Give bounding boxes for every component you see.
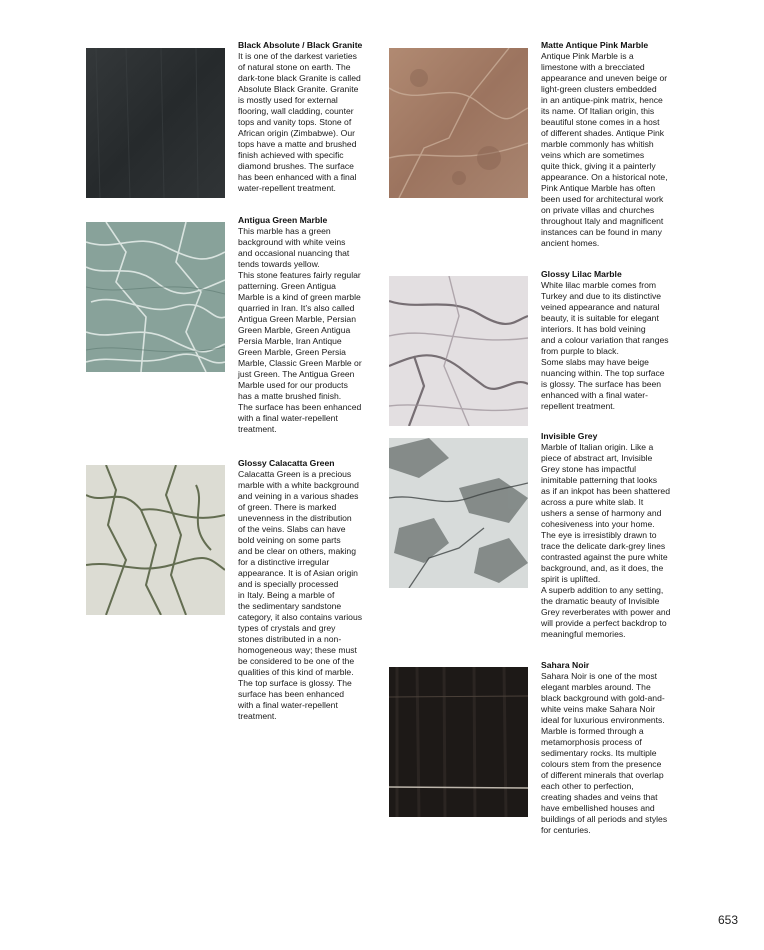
stone-entry-calacatta-green bbox=[238, 458, 380, 722]
lilac-marble-swatch bbox=[389, 276, 528, 426]
calacatta-green-swatch bbox=[86, 465, 225, 615]
stone-entry-lilac bbox=[541, 269, 683, 412]
antigua-green-swatch bbox=[86, 222, 225, 372]
stone-title: Glossy Lilac Marble bbox=[541, 269, 622, 279]
page-number: 653 bbox=[717, 913, 738, 927]
stone-title: Antigua Green Marble bbox=[238, 215, 328, 225]
stone-entry-invisible-grey bbox=[541, 431, 683, 640]
stone-entry-antigua-green bbox=[238, 215, 380, 435]
stone-title: Black Absolute / Black Granite bbox=[238, 40, 363, 50]
black-absolute-swatch bbox=[86, 48, 225, 198]
stone-title: Sahara Noir bbox=[541, 660, 590, 670]
invisible-grey-swatch bbox=[389, 438, 528, 588]
sahara-noir-swatch bbox=[389, 667, 528, 817]
stone-title: Matte Antique Pink Marble bbox=[541, 40, 649, 50]
stone-description: White lilac marble comes from Turkey and due to its distinctive veined appearance and natural beauty, it is suitable for elegant interiors. It has bold veining and a colour variation that ranges from purple to black. Some slabs may have beige nuancing within. The top surface is glossy. The surface has been enhanced with a final water- repellent treatment. bbox=[541, 280, 669, 411]
stone-title: Invisible Grey bbox=[541, 431, 598, 441]
antique-pink-swatch bbox=[389, 48, 528, 198]
stone-entry-black-absolute bbox=[238, 40, 380, 194]
stone-description: Sahara Noir is one of the most elegant marbles around. The black background with gold-and- white veins make Sahara Noir ideal for luxurious environments. Marble is formed through a metamorphosis process of sedimentary rocks. Its multiple colours stem from the presence of different minerals that overlap each other to perfection, creating shades and veins that have embellished houses and buildings of all periods and styles for centuries. bbox=[541, 671, 668, 835]
stone-entry-antique-pink bbox=[541, 40, 683, 249]
stone-description: Marble of Italian origin. Like a piece of abstract art, Invisible Grey stone has impactful inimitable patterning that looks as if an inkpot has been shattered across a pure white slab. It ushers a sense of harmony and cohesiveness into your home. The eye is irresistibly drawn to trace the delicate dark-grey lines contrasted against the pure white background, and, as it does, the spirit is uplifted. A superb addition to any setting, the dramatic beauty of Invisible Grey reverberates with power and will provide a perfect backdrop to meaningful memories. bbox=[541, 442, 671, 639]
stone-description: Calacatta Green is a precious marble with a white background and veining in a various shades of green. There is marked unevenness in the distribution of the veins. Slabs can have bold veining on some parts and be clear on others, making for a distinctive irregular appearance. It is of Asian origin and is specially processed in Italy. Being a marble of the sedimentary sandstone category, it also contains various types of crystals and grey stones distributed in a non- homogeneous way; these must be considered to be one of the qualities of this kind of marble. The top surface is glossy. The surface has been enhanced with a final water-repellent treatment. bbox=[238, 469, 363, 721]
stone-description: Antique Pink Marble is a limestone with a brecciated appearance and uneven beige or light-green clusters embedded in an antique-pink matrix, hence its name. Of Italian origin, this beautiful stone comes in a host of different shades. Antique Pink marble commonly has whitish veins which are sometimes quite thick, giving it a painterly appearance. On a historical note, Pink Antique Marble has often been used for architectural work on private villas and churches throughout Italy and magnificent instances can be found in many ancient homes. bbox=[541, 51, 668, 248]
stone-entry-sahara-noir bbox=[541, 660, 683, 836]
stone-description: It is one of the darkest varieties of natural stone on earth. The dark-tone black Granite is called Absolute Black Granite. Granite is mostly used for external flooring, wall cladding, counter tops and vanity tops. Stone of African origin (Zimbabwe). Our tops have a matte and brushed finish achieved with specific diamond brushes. The surface has been enhanced with a final water-repellent treatment. bbox=[238, 51, 361, 193]
stone-title: Glossy Calacatta Green bbox=[238, 458, 335, 468]
stone-description: This marble has a green background with white veins and occasional nuancing that tends towards yellow. This stone features fairly regular patterning. Green Antigua Marble is a kind of green marble quarried in Iran. It’s also called Antigua Green Marble, Persian Green Marble, Green Antigua Persia Marble, Iran Antique Green Marble, Green Persia Marble, Classic Green Marble or just Green. The Antigua Green Marble used for our products has a matte brushed finish. The surface has been enhanced with a final water-repellent treatment. bbox=[238, 226, 362, 434]
